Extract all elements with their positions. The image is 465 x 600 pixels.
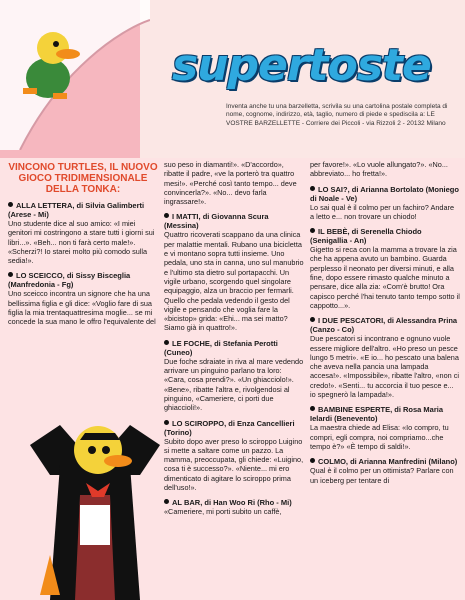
joke-section [310, 227, 460, 310]
joke-body: Uno sceicco incontra un signore che ha una bellissima figlia e gli dice: «Voglio fare di sua figlia la mia trentaquattresima moglie... se mi concede la sua mano le offro l'equivalente del [8, 289, 156, 327]
joke-title: LO SCEICCO, di Sissy Bisceglia (Manfredonia - Fg) [8, 271, 131, 290]
joke-title: BAMBINE ESPERTE, di Rosa Maria Ielardi (Benevento) [310, 405, 444, 424]
bullet-icon [310, 186, 315, 191]
joke-section [164, 212, 304, 332]
duck-mascot-icon [8, 18, 88, 108]
joke-section [8, 201, 158, 265]
vampire-duck-icon [20, 405, 170, 600]
joke-title: LE FOCHE, di Stefania Perotti (Cuneo) [164, 338, 278, 357]
bullet-icon [164, 420, 169, 425]
joke-section [310, 405, 460, 451]
right-column [310, 160, 460, 485]
joke-title: LO SAI?, di Arianna Bortolato (Moniego di Noale - Ve) [310, 184, 459, 203]
joke-section [310, 457, 460, 485]
intro-text: Inventa anche tu una barzelletta, scrivila su una cartolina postale completa di nome, cognome, indirizzo, età, taglio, numero di piede e spediscila a: LE VOSTRE BARZELLETTE - Corriere dei Piccoli - via Rizzoli 2 - 20132 Milano [226, 103, 448, 127]
bullet-icon [164, 340, 169, 345]
joke-section [310, 316, 460, 399]
middle-column [164, 160, 304, 517]
joke-body: «Cameriere, mi porti subito un caffè, [164, 507, 282, 517]
joke-body: Gigetto si reca con la mamma a trovare la zia che ha appena avuto un bambino. Guarda perplesso il neonato per diversi minuti, e alla fine, dopo essere rimasto qualche minuto a pensare, dice alla zia: «Com'è brutto! Ora capisco perché l'hai tenuto tanto tempo sotto il cappotto...». [310, 245, 460, 310]
joke-section [164, 339, 304, 413]
joke-body: La maestra chiede ad Elisa: «Io compro, tu compri, egli compra, noi compriamo...che tempo è?» «È tempo di saldi!». [310, 423, 449, 451]
joke-continuation: per favore!». «Lo vuole allungato?». «No... abbreviato... ho fretta!». [310, 160, 448, 179]
joke-section [164, 498, 304, 516]
joke-title: ALLA LETTERA, di Silvia Galimberti (Arese - Mi) [8, 201, 145, 219]
joke-title: LO SCIROPPO, di Enza Cancellieri (Torino) [164, 418, 295, 437]
joke-title: COLMO, di Arianna Manfredini (Milano) [318, 457, 458, 467]
joke-section [310, 185, 460, 222]
joke-body: Subito dopo aver preso lo sciroppo Luigino si mette a saltare come un pazzo. La mamma, preoccupata, gli chiede: «Luigino, cosa ti è successo?». «Niente... mi ero dimenticato di agitare lo sciroppo prima dell'uso!». [164, 436, 304, 493]
joke-body: Lo sai qual è il colmo per un fachiro? Andare a letto e... non trovare un chiodo! [310, 202, 454, 221]
prize-headline: VINCONO TURTLES, IL NUOVO GIOCO TRIDIMENSIONALE DELLA TONKA: [8, 162, 158, 195]
joke-section [164, 419, 304, 493]
bullet-icon [310, 406, 315, 411]
joke-title: AL BAR, di Han Woo Ri (Rho - Mi) [172, 498, 292, 508]
bullet-icon [164, 499, 169, 504]
joke-title: I DUE PESCATORI, di Alessandra Prina (Canzo - Co) [310, 316, 458, 335]
joke-body: Due pescatori si incontrano e ognuno vuole essere migliore dell'altro. «Ho preso un pesce lungo 5 metri». «E io... ho pescato una balena che aveva nella pancia una lampada accesa!». «Impossibile», ribatte l'altro, «non ci credo!». «Senti... tu accorcia il tuo pesce e... io spegnerò la lampada!». [310, 334, 460, 400]
bullet-icon [8, 202, 13, 207]
bullet-icon [164, 213, 169, 218]
joke-section [8, 271, 158, 326]
joke-title: I MATTI, di Giovanna Scura (Messina) [164, 212, 269, 231]
joke-body: Quattro ricoverati scappano da una clinica per malattie mentali. Rubano una bicicletta e vi montano sopra tutti insieme. Uno pedala, uno sta in canna, uno sul manubrio e l'ultimo sta dietro sul portapacchi. Un vigile urbano, scorgendo quel singolare equipaggio, alza un braccio per fermarli. Quello che pedala vedendo il gesto del vigile e pensando che voglia fare la «bicistop» grida: «Ehi... ma sei matto? Siamo già in quattro!». [164, 230, 304, 333]
bullet-icon [310, 458, 315, 463]
joke-body: Due foche sdraiate in riva al mare vedendo arrivare un pinguino parlano tra loro: «Cara, cosa prendi?». «Un ghiacciolo!». «Bene», ribatte l'altra e, rivolgendosi al pinguino, «Cameriere, ci porti due ghiaccioli!». [164, 356, 304, 413]
joke-body: Uno studente dice al suo amico: «I miei genitori mi costringono a stare tutti i giorni sui libri...». «Beh... non ti farà certo male!». «Scherzi?! Io starei molto più comodo sulla sedia!». [8, 219, 155, 266]
page-title: supertoste [172, 40, 431, 91]
left-column [8, 160, 158, 327]
joke-title: IL BEBÈ, di Serenella Chiodo (Senigallia - An) [310, 227, 422, 246]
bullet-icon [310, 317, 315, 322]
bullet-icon [8, 272, 13, 277]
joke-continuation: suo peso in diamanti!». «D'accordo», ribatte il padre, «ve la porterò tra quattro mesi!». «Perché così tanto tempo... deve convincerla?». «No... devo farla ingrassare!». [164, 160, 297, 207]
joke-body: Qual è il colmo per un ottimista? Parlare con un iceberg per tentare di [310, 466, 454, 485]
bullet-icon [310, 228, 315, 233]
